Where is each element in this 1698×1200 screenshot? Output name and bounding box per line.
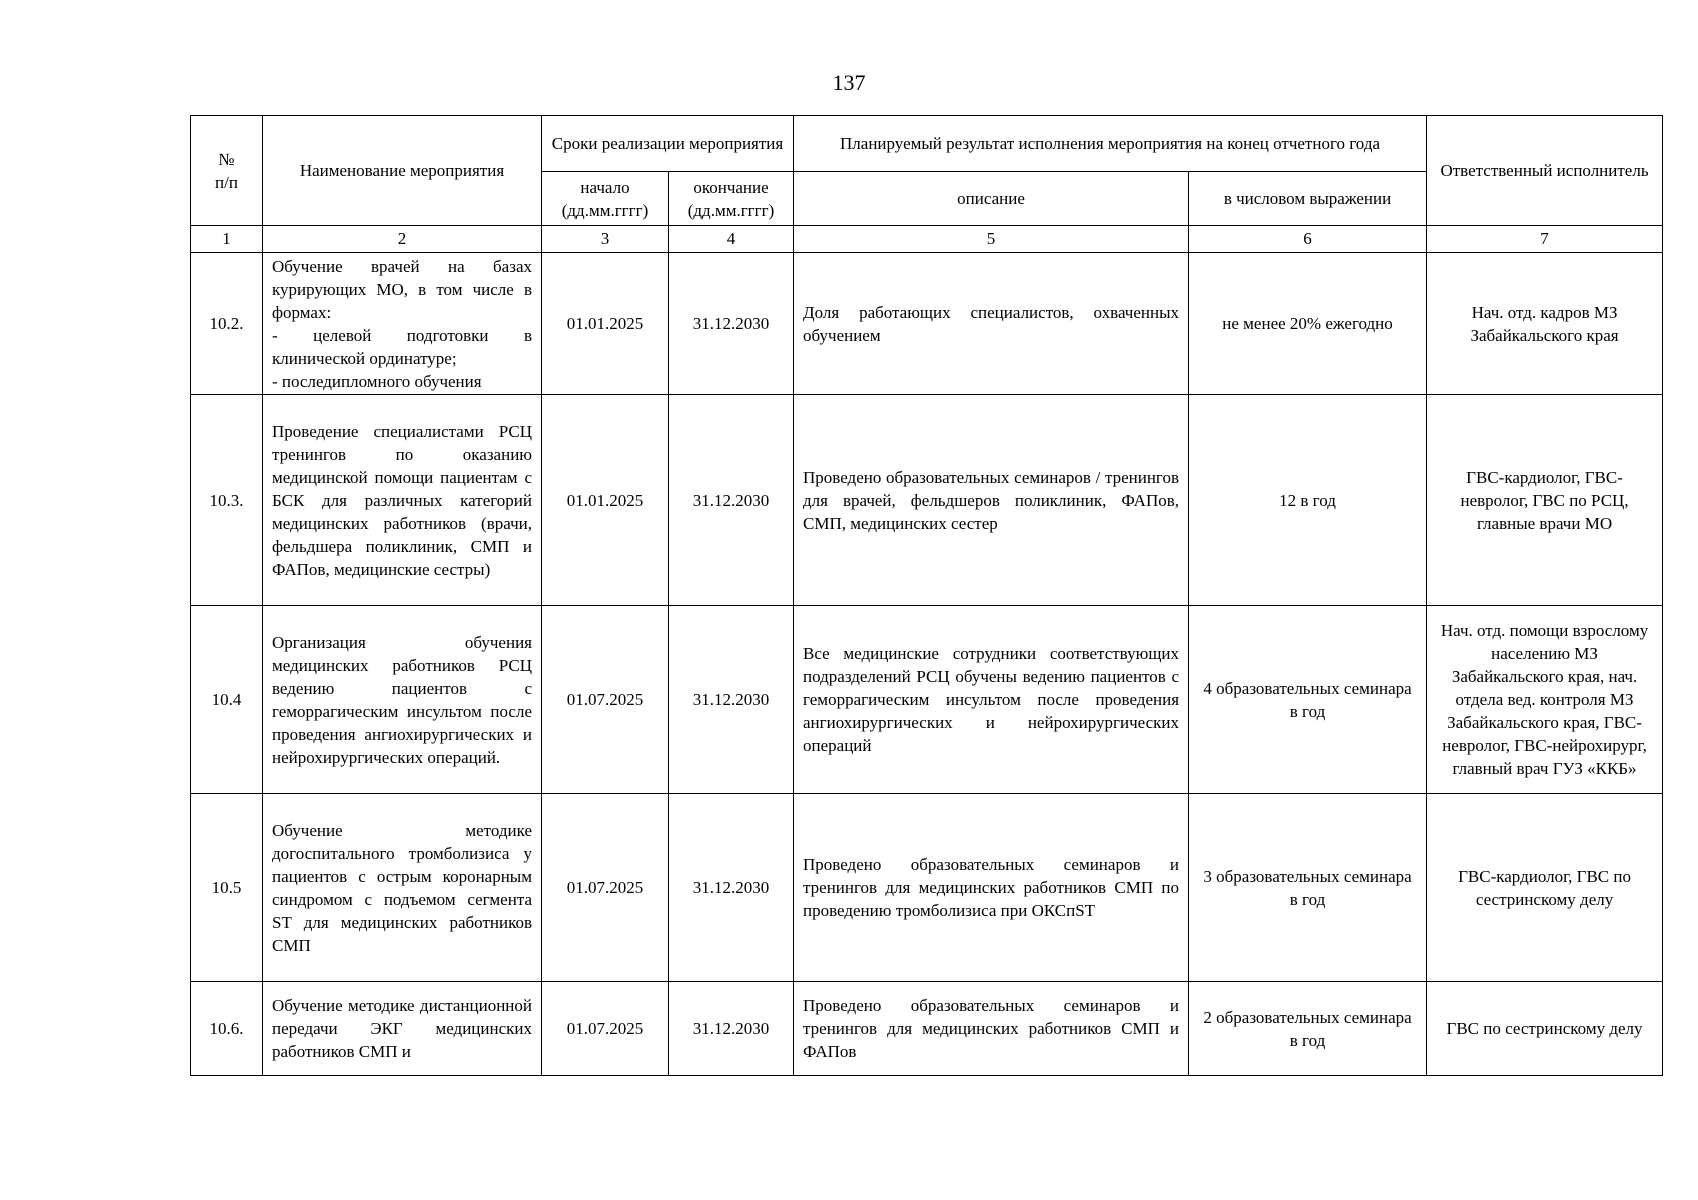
row-number: 10.6. <box>191 982 263 1076</box>
result-description: Проведено образовательных семинаров и тренингов для медицинских работников СМП и ФАПов <box>794 982 1189 1076</box>
result-numeric: 4 образовательных семинара в год <box>1189 606 1427 794</box>
end-date: 31.12.2030 <box>669 253 794 395</box>
end-date: 31.12.2030 <box>669 395 794 606</box>
start-date: 01.01.2025 <box>542 253 669 395</box>
page-number: 137 <box>832 70 866 95</box>
end-date: 31.12.2030 <box>669 794 794 982</box>
table-row <box>191 253 1663 395</box>
responsible-executor: Нач. отд. помощи взрослому населению МЗ Забайкальского края, нач. отдела вед. контроля МЗ Забайкальского края, ГВС-невролог, ГВС-нейрохирург, главный врач ГУЗ «ККБ» <box>1427 606 1663 794</box>
activity-name: Организация обучения медицинских работников РСЦ ведению пациентов с геморрагическим инсультом после проведения ангиохирургических и нейрохирургических операций. <box>263 606 542 794</box>
header-name: Наименование мероприятия <box>263 116 542 226</box>
result-numeric: 3 образовательных семинара в год <box>1189 794 1427 982</box>
end-date: 31.12.2030 <box>669 982 794 1076</box>
header-result: Планируемый результат исполнения мероприятия на конец отчетного года <box>794 116 1427 172</box>
header-responsible: Ответственный исполнитель <box>1427 116 1663 226</box>
row-number: 10.5 <box>191 794 263 982</box>
result-description: Все медицинские сотрудники соответствующих подразделений РСЦ обучены ведению пациентов с геморрагическим инсультом после проведения ангиохирургических и нейрохирургических операций <box>794 606 1189 794</box>
result-numeric: 12 в год <box>1189 395 1427 606</box>
table-row <box>191 794 1663 982</box>
table-row <box>191 982 1663 1076</box>
column-number: 2 <box>263 226 542 253</box>
table-row <box>191 395 1663 606</box>
column-number: 1 <box>191 226 263 253</box>
result-numeric: 2 образовательных семинара в год <box>1189 982 1427 1076</box>
result-numeric: не менее 20% ежегодно <box>1189 253 1427 395</box>
result-description: Проведено образовательных семинаров / тренингов для врачей, фельдшеров поликлиник, ФАПов, СМП, медицинских сестер <box>794 395 1189 606</box>
responsible-executor: Нач. отд. кадров МЗ Забайкальского края <box>1427 253 1663 395</box>
row-number: 10.3. <box>191 395 263 606</box>
header-terms: Сроки реализации мероприятия <box>542 116 794 172</box>
column-number: 6 <box>1189 226 1427 253</box>
header-num: № п/п <box>191 116 263 226</box>
responsible-executor: ГВС-кардиолог, ГВС-невролог, ГВС по РСЦ, главные врачи МО <box>1427 395 1663 606</box>
activities-table <box>190 115 1663 1076</box>
start-date: 01.07.2025 <box>542 982 669 1076</box>
activity-name: Обучение методике дистанционной передачи ЭКГ медицинских работников СМП и <box>263 982 542 1076</box>
activity-name: Проведение специалистами РСЦ тренингов по оказанию медицинской помощи пациентам с БСК для различных категорий медицинских работников (врачи, фельдшера поликлиник, СМП и ФАПов, медицинские сестры) <box>263 395 542 606</box>
result-description: Проведено образовательных семинаров и тренингов для медицинских работников СМП по проведению тромболизиса при ОКСпST <box>794 794 1189 982</box>
result-description: Доля работающих специалистов, охваченных обучением <box>794 253 1189 395</box>
responsible-executor: ГВС-кардиолог, ГВС по сестринскому делу <box>1427 794 1663 982</box>
start-date: 01.01.2025 <box>542 395 669 606</box>
header-description: описание <box>794 172 1189 226</box>
column-number: 5 <box>794 226 1189 253</box>
row-number: 10.4 <box>191 606 263 794</box>
start-date: 01.07.2025 <box>542 606 669 794</box>
end-date: 31.12.2030 <box>669 606 794 794</box>
activity-name: Обучение методике догоспитального тромболизиса у пациентов с острым коронарным синдромом с подъемом сегмента ST для медицинских работников СМП <box>263 794 542 982</box>
table-row <box>191 606 1663 794</box>
column-number: 3 <box>542 226 669 253</box>
responsible-executor: ГВС по сестринскому делу <box>1427 982 1663 1076</box>
header-end: окончание (дд.мм.гггг) <box>669 172 794 226</box>
activity-name: Обучение врачей на базах курирующих МО, в том числе в формах: - целевой подготовки в клинической ординатуре; - последипломного обучения <box>263 253 542 395</box>
header-numeric: в числовом выражении <box>1189 172 1427 226</box>
column-number: 4 <box>669 226 794 253</box>
header-start: начало (дд.мм.гггг) <box>542 172 669 226</box>
start-date: 01.07.2025 <box>542 794 669 982</box>
row-number: 10.2. <box>191 253 263 395</box>
column-number: 7 <box>1427 226 1663 253</box>
